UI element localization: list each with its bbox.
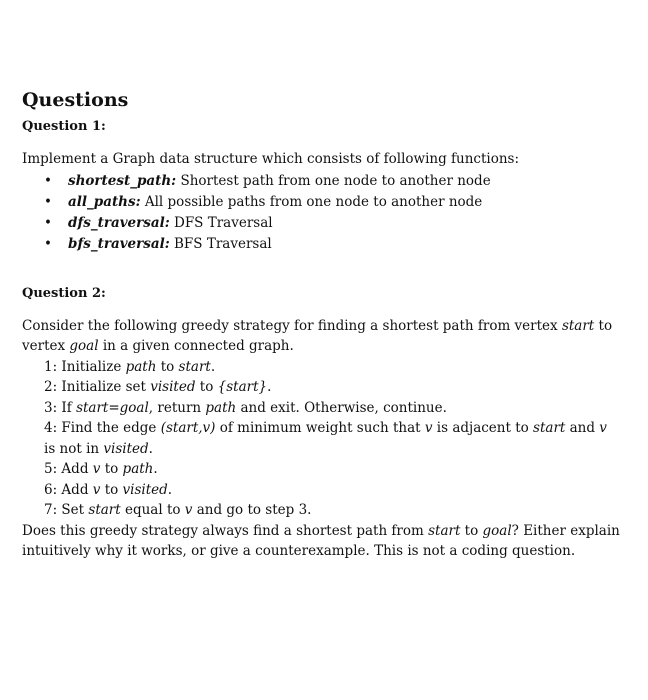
step-1 xyxy=(44,357,622,378)
emphasis: v xyxy=(184,502,193,518)
bullet-icon: • xyxy=(44,172,52,189)
bullet-icon: • xyxy=(44,235,52,252)
page-title: Questions xyxy=(22,89,129,111)
emphasis: goal xyxy=(69,338,99,354)
text-run: to xyxy=(156,358,179,375)
step-2 xyxy=(44,377,622,398)
emphasis: path xyxy=(205,399,237,416)
text-run: . xyxy=(148,440,153,457)
emphasis: v xyxy=(92,461,101,477)
function-name: bfs_traversal: xyxy=(68,235,170,252)
list-item xyxy=(22,171,622,192)
emphasis: v xyxy=(599,420,607,436)
emphasis: {start} xyxy=(217,379,268,395)
text-run: Does this greedy strategy always find a shortest path from xyxy=(22,522,429,539)
function-description: DFS Traversal xyxy=(169,214,273,231)
text-run: 5: Add xyxy=(44,461,93,477)
list-item xyxy=(22,234,622,255)
question-1-intro: Implement a Graph data structure which consists of following functions: xyxy=(22,151,520,167)
text-run: to vertex xyxy=(22,317,613,354)
step-7 xyxy=(44,500,622,521)
emphasis: v xyxy=(424,420,433,436)
list-item xyxy=(22,192,622,213)
text-run: and go to step 3. xyxy=(192,502,312,518)
list-item xyxy=(22,213,622,234)
text-run: to xyxy=(460,522,483,539)
text-run: , return xyxy=(148,399,206,416)
function-name: all_paths: xyxy=(68,193,141,210)
function-description: Shortest path from one node to another node xyxy=(176,172,491,189)
algorithm-steps xyxy=(22,357,622,521)
emphasis: path xyxy=(122,461,154,477)
text-run: and xyxy=(565,420,600,436)
text-run: to xyxy=(100,481,123,498)
text-run: to xyxy=(100,461,123,477)
function-description: BFS Traversal xyxy=(169,235,272,252)
emphasis: start xyxy=(178,358,211,375)
question-2-heading: Question 2: xyxy=(22,285,106,301)
text-run: 1: Initialize xyxy=(44,358,126,375)
question-1-heading: Question 1: xyxy=(22,119,106,134)
question-2-outro xyxy=(22,521,622,562)
text-run: Consider the following greedy strategy for finding a shortest path from vertex xyxy=(22,317,562,334)
text-run: ? Either explain intuitively why it works, or give a counterexample. This is not a coding question. xyxy=(22,522,620,559)
emphasis: visited xyxy=(122,481,168,498)
text-run: 2: Initialize set xyxy=(44,379,151,395)
emphasis: path xyxy=(125,358,157,375)
emphasis: v xyxy=(92,481,101,498)
emphasis: visited xyxy=(103,440,149,457)
emphasis: start xyxy=(428,522,461,539)
step-6 xyxy=(44,480,622,501)
text-run: and exit. Otherwise, continue. xyxy=(236,399,447,416)
text-run: of minimum weight such that xyxy=(215,420,425,436)
emphasis: start xyxy=(533,420,566,436)
bullet-icon: • xyxy=(44,193,52,210)
text-run: . xyxy=(267,379,272,395)
emphasis: goal xyxy=(482,522,512,539)
emphasis: start=goal xyxy=(76,399,149,416)
function-name: shortest_path: xyxy=(68,172,177,189)
text-run: 7: Set xyxy=(44,502,89,518)
emphasis: (start,v) xyxy=(160,420,216,436)
text-run: 6: Add xyxy=(44,481,93,498)
step-3 xyxy=(44,398,622,419)
text-run: to xyxy=(195,379,218,395)
text-run: . xyxy=(210,358,216,375)
text-run: equal to xyxy=(120,502,185,518)
emphasis: start xyxy=(561,317,595,334)
text-run: is not in xyxy=(44,440,104,457)
text-run: in a given connected graph. xyxy=(98,338,294,354)
bullet-icon: • xyxy=(44,214,52,231)
question-2-intro xyxy=(22,316,622,357)
function-description: All possible paths from one node to another node xyxy=(140,193,483,210)
text-run: . xyxy=(167,481,173,498)
emphasis: visited xyxy=(150,379,196,395)
step-4 xyxy=(44,418,622,459)
function-list xyxy=(22,171,622,255)
step-5 xyxy=(44,459,622,480)
text-run: . xyxy=(153,461,158,477)
text-run: is adjacent to xyxy=(432,420,534,436)
document-page xyxy=(22,88,622,562)
function-name: dfs_traversal: xyxy=(68,214,170,231)
emphasis: start xyxy=(88,502,121,518)
text-run: 3: If xyxy=(44,399,77,416)
text-run: 4: Find the edge xyxy=(44,420,161,436)
